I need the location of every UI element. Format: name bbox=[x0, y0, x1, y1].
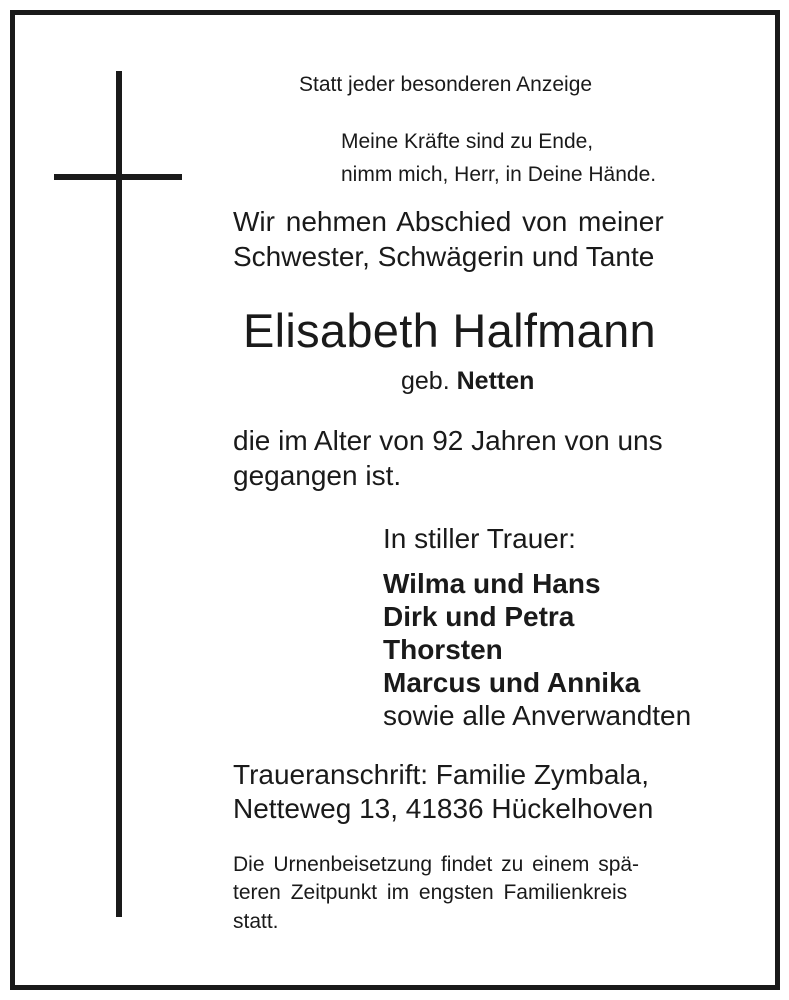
maiden-name-value: Netten bbox=[456, 367, 535, 395]
intro-line-1: Wir nehmen Abschied von meiner bbox=[233, 206, 664, 237]
address-line-1: Traueranschrift: Familie Zymbala, bbox=[233, 759, 649, 790]
obituary-notice bbox=[10, 10, 780, 990]
cross-icon bbox=[116, 71, 122, 917]
burial-note-line-3: statt. bbox=[233, 910, 279, 933]
cross-icon-crossbar bbox=[54, 174, 182, 180]
family-member: Wilma und Hans bbox=[383, 568, 601, 599]
family-member: Dirk und Petra bbox=[383, 601, 575, 632]
burial-note-line-1: Die Urnenbeisetzung findet zu einem spä- bbox=[233, 853, 640, 876]
maiden-name-prefix: geb. bbox=[401, 367, 450, 395]
maiden-name bbox=[401, 367, 534, 396]
intro-line-2: Schwester, Schwägerin und Tante bbox=[233, 241, 655, 272]
age-line-2: gegangen ist. bbox=[233, 460, 402, 491]
family-member: Marcus und Annika bbox=[383, 667, 641, 698]
notice-header: Statt jeder besonderen Anzeige bbox=[299, 73, 593, 96]
address-line-2: Netteweg 13, 41836 Hückelhoven bbox=[233, 793, 654, 824]
deceased-name: Elisabeth Halfmann bbox=[243, 304, 656, 357]
mourning-label: In stiller Trauer: bbox=[383, 523, 576, 554]
family-member: Thorsten bbox=[383, 634, 503, 665]
age-line-1: die im Alter von 92 Jahren von uns bbox=[233, 425, 663, 456]
verse-line-1: Meine Kräfte sind zu Ende, bbox=[341, 130, 594, 153]
burial-note-line-2: teren Zeitpunkt im engsten Familienkreis bbox=[233, 881, 628, 904]
relatives-line: sowie alle Anverwandten bbox=[383, 700, 692, 731]
verse-line-2: nimm mich, Herr, in Deine Hände. bbox=[341, 163, 657, 186]
